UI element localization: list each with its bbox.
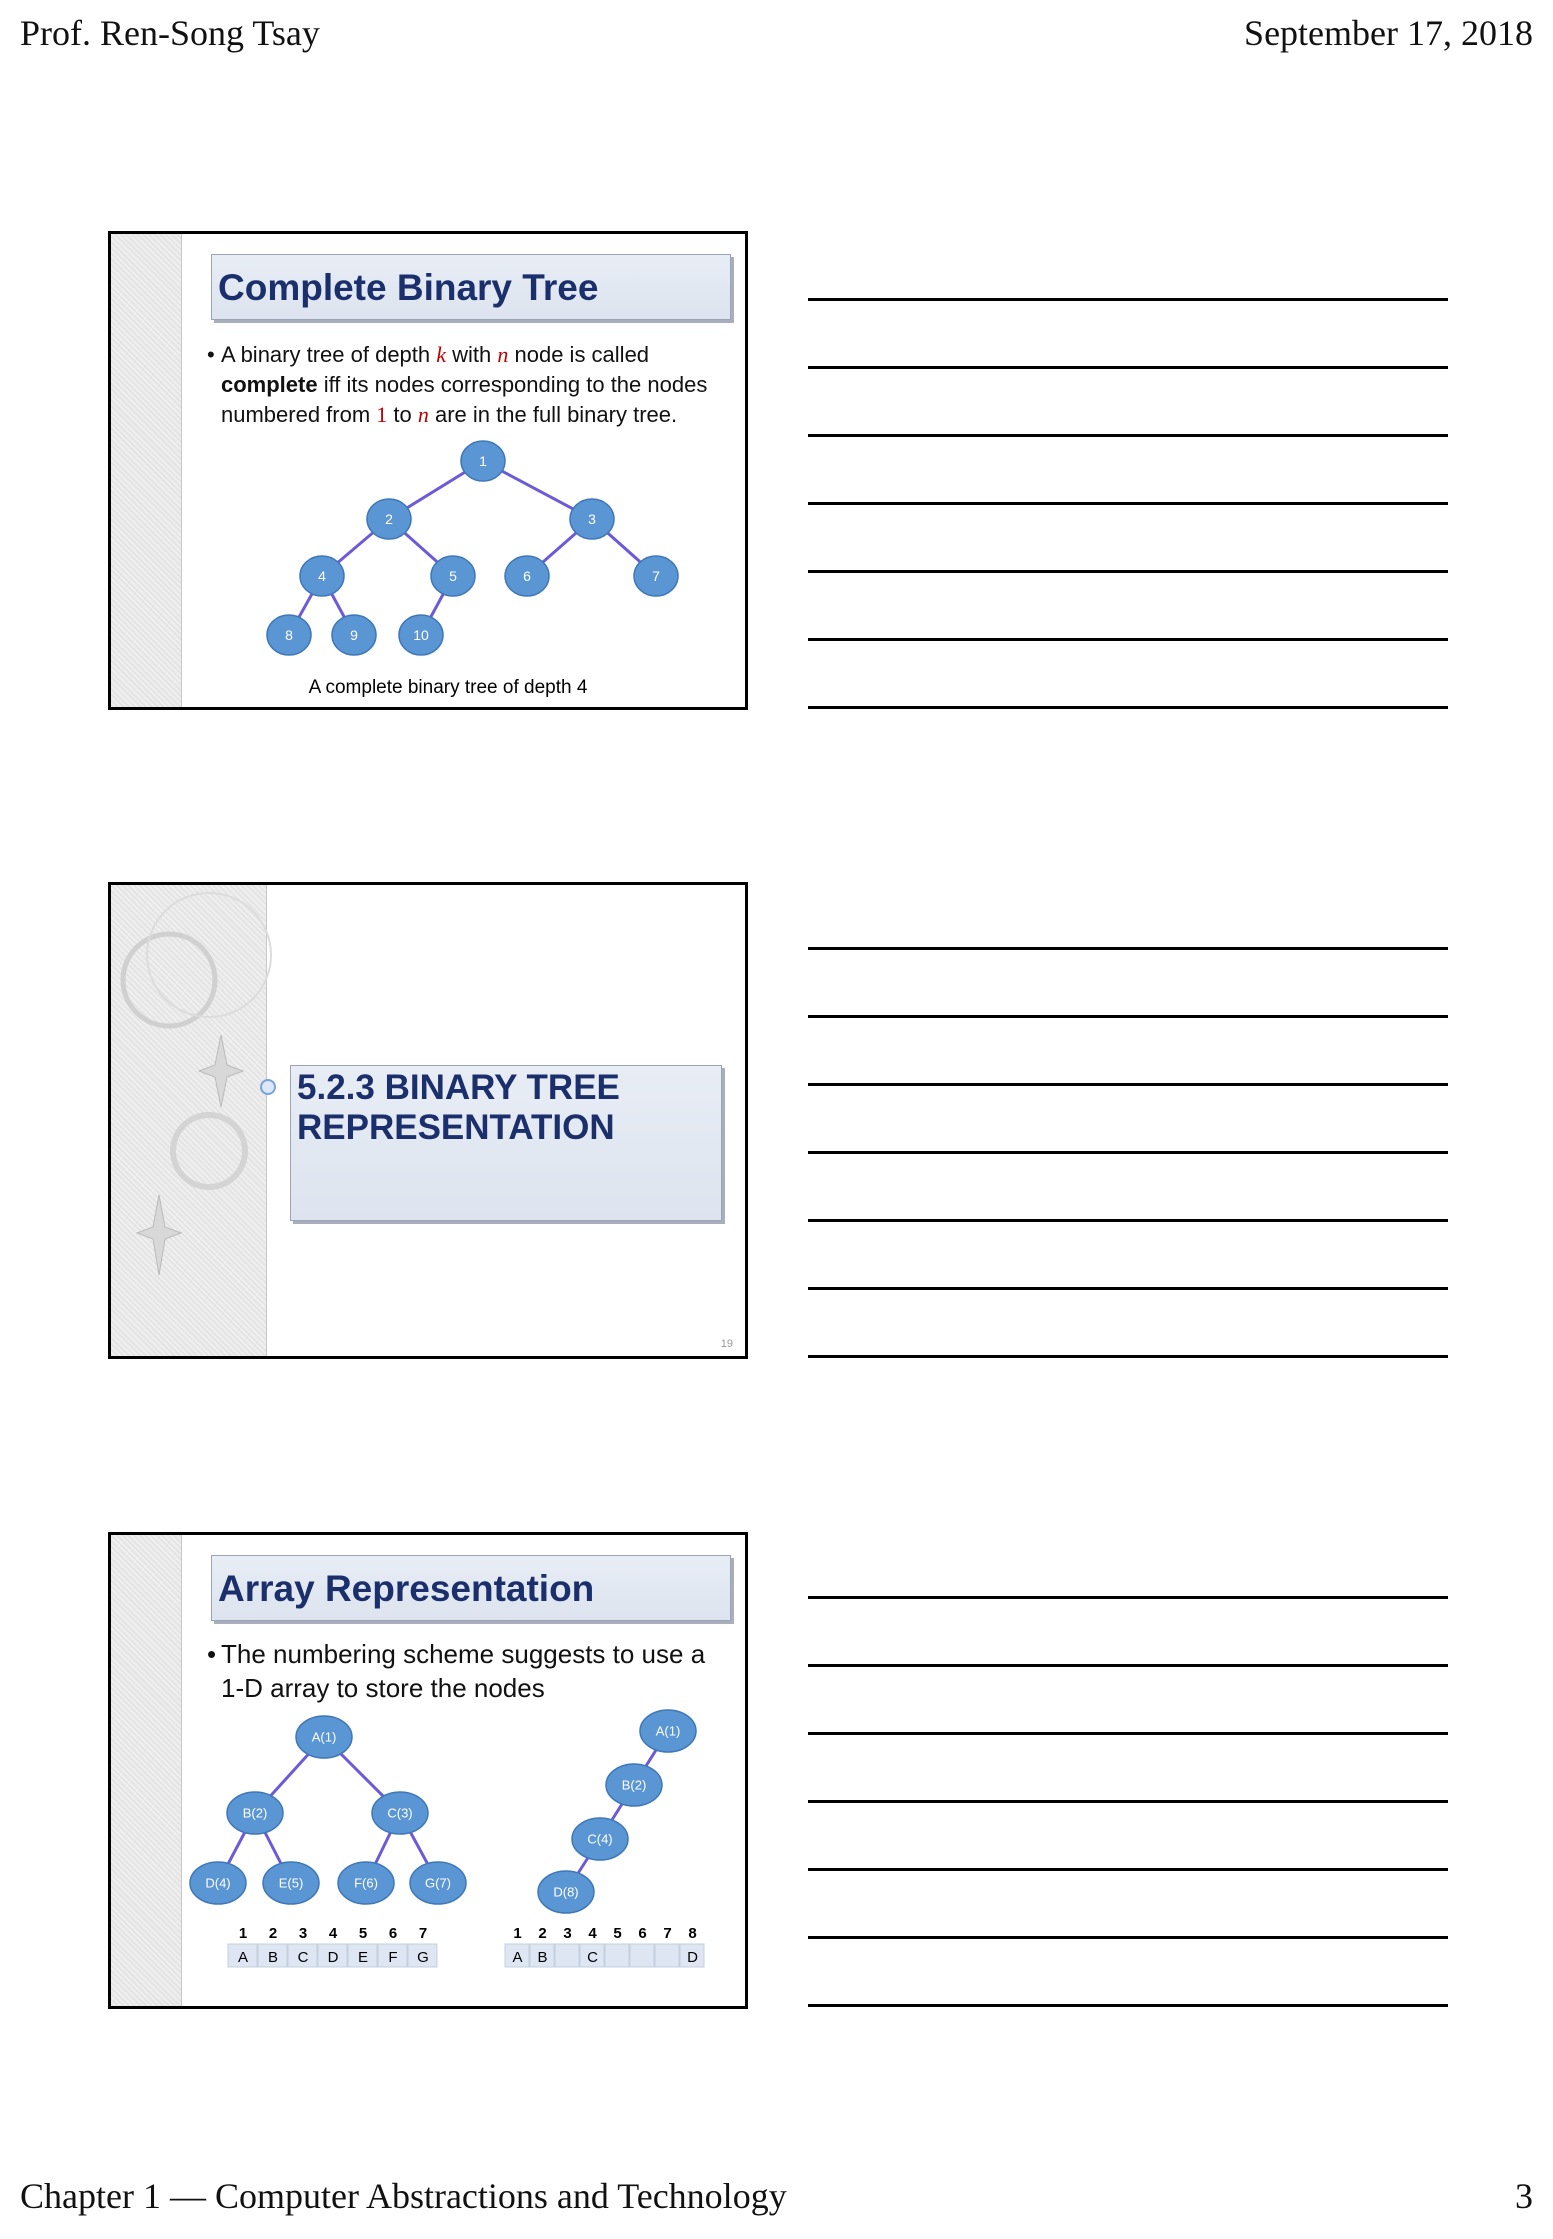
tree-node-label: B(2) <box>242 1805 268 1821</box>
section-title-line2: REPRESENTATION <box>297 1108 615 1147</box>
note-line <box>808 502 1448 505</box>
array-value: B <box>537 1949 548 1966</box>
note-line <box>808 1219 1448 1222</box>
array-index: 5 <box>613 1925 622 1942</box>
array-cell <box>318 1925 347 1967</box>
slide-title: Array Representation <box>218 1568 595 1609</box>
bullet-text: to <box>387 402 418 427</box>
note-line <box>808 1151 1448 1154</box>
array-index: 6 <box>638 1925 647 1942</box>
note-line <box>808 298 1448 301</box>
tree-caption: A complete binary tree of depth 4 <box>308 677 588 698</box>
tree-node-label: 1 <box>479 452 487 469</box>
header-author: Prof. Ren-Song Tsay <box>20 13 320 53</box>
tree-node-label: 6 <box>523 567 531 584</box>
array-index: 3 <box>298 1925 308 1942</box>
section-title-box <box>290 1065 722 1221</box>
tree-node <box>227 1792 283 1834</box>
tree-node <box>296 1716 352 1758</box>
footer-chapter: Chapter 1 — Computer Abstractions and Technology <box>20 2176 787 2216</box>
array-cell <box>348 1925 377 1967</box>
bullet-text: with <box>446 342 498 367</box>
complete-binary-tree-diagram <box>111 234 748 710</box>
tree-node <box>505 556 549 596</box>
array-index: 6 <box>388 1925 398 1942</box>
array-value: A <box>512 1949 523 1966</box>
tree-node <box>300 556 344 596</box>
array-cell <box>655 1925 679 1967</box>
array-cell <box>228 1925 257 1967</box>
array-index: 5 <box>358 1925 368 1942</box>
tree-node <box>461 441 505 481</box>
note-line <box>808 1664 1448 1667</box>
tree-node <box>634 556 678 596</box>
note-line <box>808 638 1448 641</box>
tree-node <box>332 615 376 655</box>
array-cell <box>605 1925 629 1967</box>
tree-node <box>367 499 411 539</box>
tree-node <box>263 1862 319 1904</box>
array-index: 4 <box>588 1925 597 1942</box>
tree-node-label: A(1) <box>311 1729 337 1745</box>
note-line <box>808 570 1448 573</box>
tree-node-label: C(4) <box>587 1831 613 1847</box>
array-cell <box>680 1925 704 1967</box>
tree-node-label: 4 <box>318 567 326 584</box>
ornament-ring-icon <box>173 1115 245 1187</box>
array-index: 2 <box>268 1925 278 1942</box>
array-representation-diagram <box>111 1535 748 2009</box>
math-n: n <box>497 342 509 367</box>
header-date: September 17, 2018 <box>1244 13 1533 53</box>
tree-node <box>338 1862 394 1904</box>
array-index: 4 <box>328 1925 338 1942</box>
array-cell-box <box>555 1944 579 1967</box>
bullet-text: node is called <box>508 342 650 367</box>
array-index: 3 <box>563 1925 572 1942</box>
slide-title: Complete Binary Tree <box>218 267 599 308</box>
note-line <box>808 1800 1448 1803</box>
array-cell <box>555 1925 579 1967</box>
tree-node-label: D(4) <box>205 1875 231 1891</box>
array-cell-box <box>605 1944 629 1967</box>
slide-complete-binary-tree <box>108 231 748 710</box>
array-value: D <box>327 1949 339 1966</box>
footer-page-number: 3 <box>1515 2176 1533 2216</box>
tree-node <box>640 1710 696 1752</box>
tree-node <box>190 1862 246 1904</box>
array-index: 7 <box>663 1925 672 1942</box>
tree-node-label: A(1) <box>655 1723 681 1739</box>
array-cell <box>630 1925 654 1967</box>
array-value: F <box>388 1949 398 1966</box>
array-value: B <box>267 1949 279 1966</box>
tree-node <box>570 499 614 539</box>
tree-node-label: C(3) <box>387 1805 413 1821</box>
bullet-dot-icon: • <box>207 342 215 367</box>
tree-node-label: E(5) <box>278 1875 304 1891</box>
note-line <box>808 366 1448 369</box>
tree-node-label: 8 <box>285 626 293 643</box>
tree-node-label: 9 <box>350 626 358 643</box>
tree-node <box>410 1862 466 1904</box>
section-title-line1: 5.2.3 BINARY TREE <box>297 1068 620 1107</box>
note-line <box>808 1015 1448 1018</box>
tree-node-label: G(7) <box>425 1875 451 1891</box>
note-line <box>808 1287 1448 1290</box>
tree-node-label: 10 <box>413 626 429 643</box>
array-cell-box <box>630 1944 654 1967</box>
math-k: k <box>436 342 447 367</box>
array-index: 1 <box>238 1925 248 1942</box>
array-cell <box>408 1925 437 1967</box>
tree-node <box>399 615 443 655</box>
array-value: A <box>237 1949 249 1966</box>
bullet-text: iff its nodes corresponding to the nodes numbered from <box>221 372 708 427</box>
array-cell-box <box>655 1944 679 1967</box>
connector-dot-icon <box>261 1080 275 1094</box>
slide-section-title <box>108 882 748 1359</box>
slide-array-representation <box>108 1532 748 2009</box>
note-line <box>808 706 1448 709</box>
array-cell <box>288 1925 317 1967</box>
star-ornament-icon <box>199 1035 243 1107</box>
tree-node-label: 7 <box>652 567 660 584</box>
array-value: G <box>417 1949 429 1966</box>
tree-node-label: 5 <box>449 567 457 584</box>
note-line <box>808 947 1448 950</box>
array-cell <box>505 1925 529 1967</box>
ornament-ring-icon <box>123 934 215 1026</box>
tree-node-label: F(6) <box>354 1875 378 1891</box>
array-value: D <box>687 1949 698 1966</box>
note-line <box>808 1868 1448 1871</box>
tree-node <box>372 1792 428 1834</box>
array-index: 7 <box>418 1925 428 1942</box>
array-value: C <box>587 1949 598 1966</box>
bullet-text: The numbering scheme suggests to use a 1-D array to store the nodes <box>221 1639 706 1703</box>
array-index: 8 <box>688 1925 697 1942</box>
note-line <box>808 434 1448 437</box>
star-ornament-icon <box>137 1195 181 1275</box>
note-line <box>808 1596 1448 1599</box>
tree-node <box>606 1764 662 1806</box>
tree-node <box>431 556 475 596</box>
array-cell <box>530 1925 554 1967</box>
math-n: n <box>417 402 429 427</box>
array-cell <box>258 1925 287 1967</box>
array-value: E <box>357 1949 369 1966</box>
tree-node-label: 3 <box>588 510 596 527</box>
array-value: C <box>297 1949 309 1966</box>
note-line <box>808 1936 1448 1939</box>
note-line <box>808 1083 1448 1086</box>
bullet-dot-icon: • <box>207 1639 217 1669</box>
tree-node-label: 2 <box>385 510 393 527</box>
array-cell <box>378 1925 407 1967</box>
array-index: 2 <box>538 1925 547 1942</box>
slide-number: 19 <box>720 1338 733 1350</box>
bullet-text: are in the full binary tree. <box>428 402 678 427</box>
tree-node <box>267 615 311 655</box>
array-cell <box>580 1925 604 1967</box>
bullet-bold-word: complete <box>221 372 318 397</box>
note-line <box>808 2004 1448 2007</box>
tree-node-label: D(8) <box>553 1884 579 1900</box>
math-one: 1 <box>376 402 388 427</box>
array-index: 1 <box>513 1925 522 1942</box>
tree-node-label: B(2) <box>621 1777 647 1793</box>
bullet-text: A binary tree of depth <box>221 342 437 367</box>
tree-node <box>572 1818 628 1860</box>
tree-node <box>538 1871 594 1913</box>
note-line <box>808 1355 1448 1358</box>
note-line <box>808 1732 1448 1735</box>
